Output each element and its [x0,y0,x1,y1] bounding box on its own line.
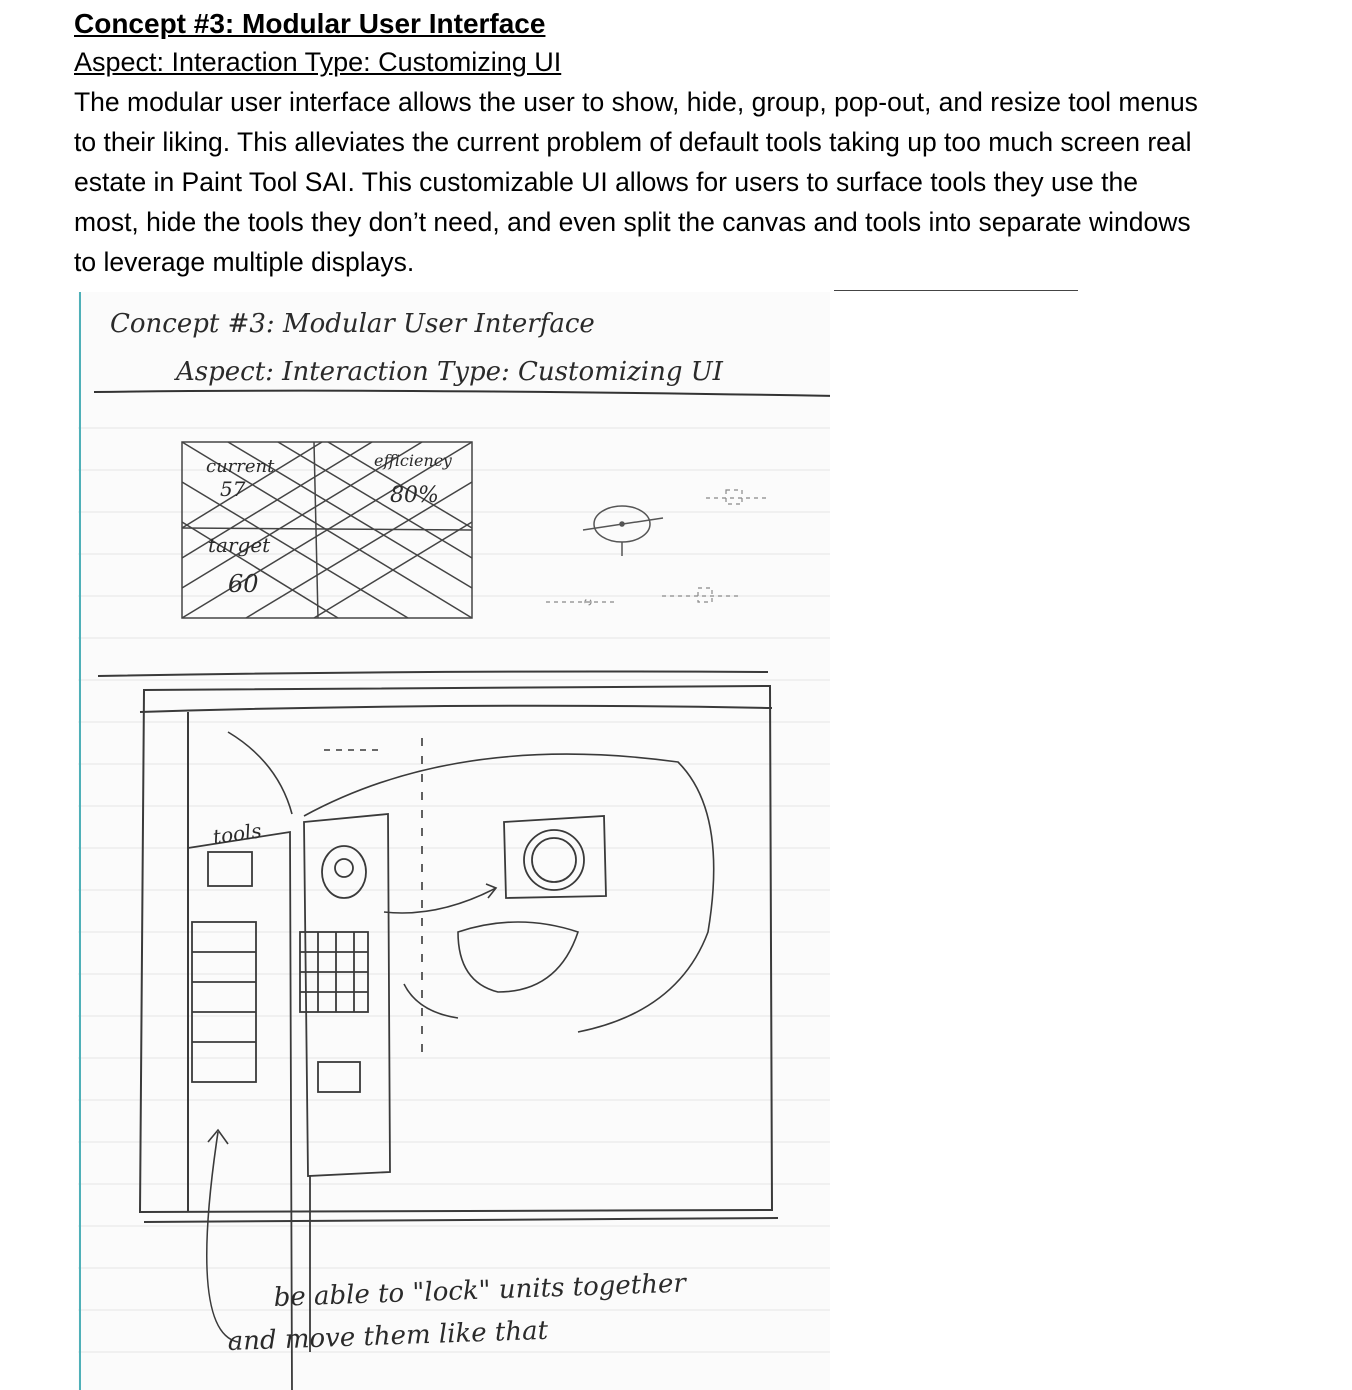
crossed-label: 80% [390,483,439,508]
hand-drawn-sketch [78,292,830,1390]
crossed-label: 60 [228,570,259,598]
body-line: to leverage multiple displays. [74,247,415,277]
crossed-label: efficiency [374,451,452,470]
sketch-note: and move them like that [227,1315,549,1357]
crossed-label: target [208,533,271,557]
sketch-heading: Concept #3: Modular User Interface [110,309,595,339]
crossed-label: 57 [220,477,246,501]
body-line: estate in Paint Tool SAI. This customizable UI allows for users to surface tools they use the [74,167,1138,197]
body-line: The modular user interface allows the user to show, hide, group, pop-out, and resize tool menus [74,87,1198,117]
body-line: most, hide the tools they don’t need, and even split the canvas and tools into separate windows [74,207,1191,237]
sketch-note: be able to "lock" units together [273,1268,687,1313]
document-title: Concept #3: Modular User Interface [74,8,546,39]
notebook-paper [78,292,830,1390]
tools-label: tools [211,818,264,849]
aspect-heading: Aspect: Interaction Type: Customizing UI [74,47,562,77]
horizontal-rule [834,290,1078,291]
crossed-label: current [206,456,275,477]
body-line: to their liking. This alleviates the current problem of default tools taking up too much screen real [74,127,1192,157]
body-paragraph [74,82,1334,282]
sketch-aspect: Aspect: Interaction Type: Customizing UI [176,357,723,387]
document [74,6,1334,282]
